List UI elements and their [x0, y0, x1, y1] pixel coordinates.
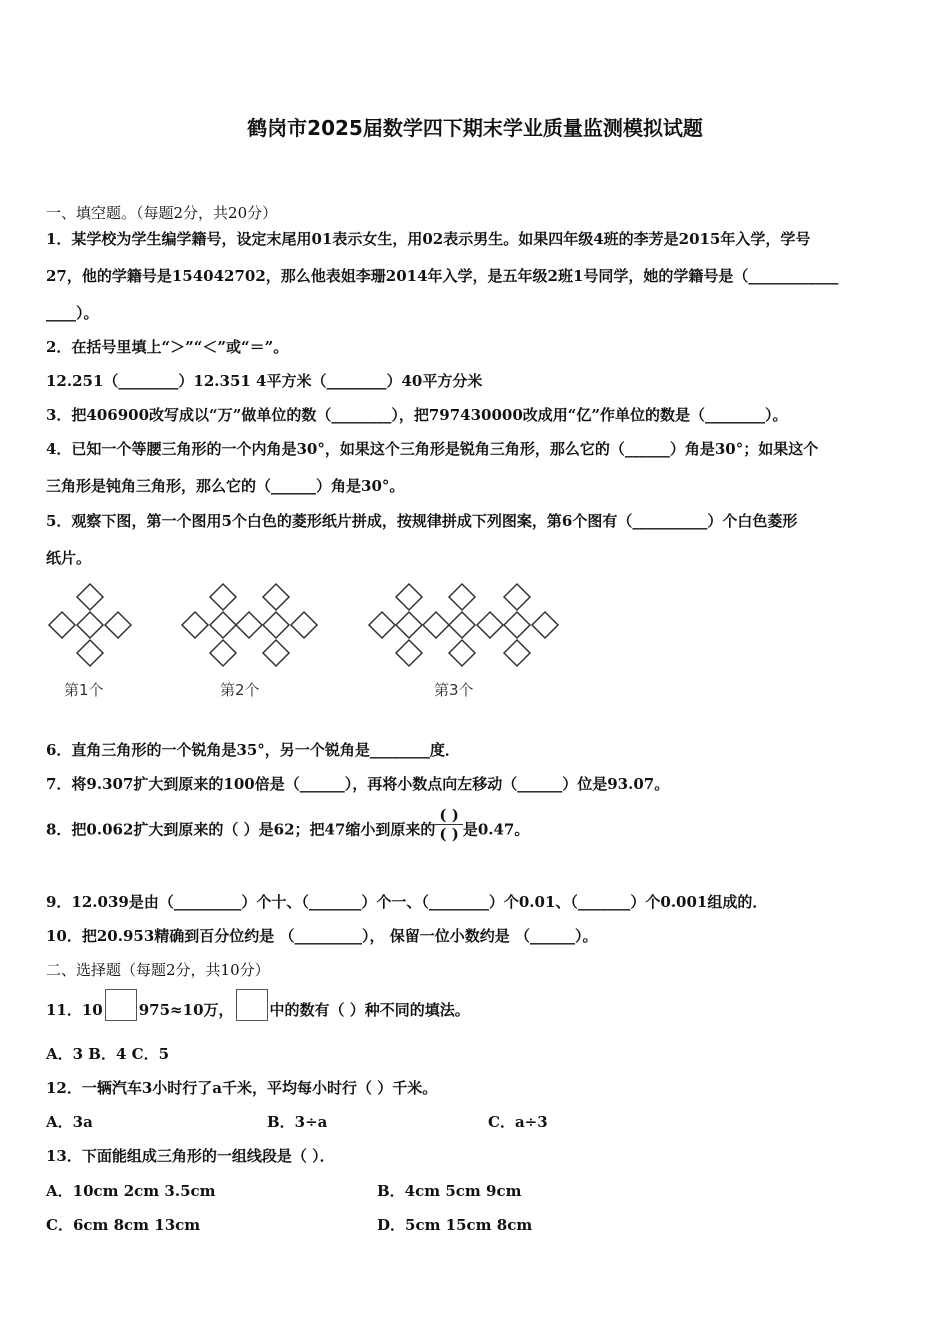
rhombus	[77, 584, 103, 610]
question-11-options: A．3 B．4 C．5	[46, 1045, 170, 1063]
rhombus	[532, 612, 558, 638]
rhombus	[369, 612, 395, 638]
rhombus	[477, 612, 503, 638]
question-4-line-2: 三角形是钝角三角形，那么它的（______）角是30°。	[46, 477, 405, 495]
blank-box	[236, 989, 268, 1021]
question-1-line-1: 1．某学校为学生编学籍号，设定末尾用01表示女生，用02表示男生。如果四年级4班的李芳是2015年入学，学号	[46, 230, 811, 248]
rhombus	[449, 612, 475, 638]
question-8-text-b: 是0.47。	[462, 820, 530, 839]
rhombus	[210, 612, 236, 638]
question-9: 9．12.039是由（_________）个十、（_______）个一、（________）个0.01、（_______）个0.001组成的．	[46, 893, 768, 911]
figure-label-3: 第3个	[434, 681, 474, 699]
question-8	[46, 806, 530, 849]
rhombus	[77, 640, 103, 666]
question-11-part-c: 中的数有（ ）种不同的填法。	[269, 1001, 470, 1019]
rhombus	[396, 584, 422, 610]
question-5-line-1: 5．观察下图，第一个图用5个白色的菱形纸片拼成，按规律拼成下列图案，第6个图有（__________）个白色菱形	[46, 512, 798, 530]
fraction-denominator: ( )	[439, 825, 459, 843]
question-13: 13．下面能组成三角形的一组线段是（ ）．	[46, 1147, 335, 1165]
blank-box	[105, 989, 137, 1021]
fraction	[435, 806, 462, 843]
rhombus	[263, 640, 289, 666]
rhombus	[105, 612, 131, 638]
rhombus	[449, 584, 475, 610]
rhombus	[504, 584, 530, 610]
fraction-numerator: ( )	[435, 806, 462, 825]
rhombus	[49, 612, 75, 638]
question-12: 12．一辆汽车3小时行了a千米，平均每小时行（ ）千米。	[46, 1079, 438, 1097]
rhombus	[423, 612, 449, 638]
rhombus	[210, 640, 236, 666]
question-13-option-a: A．10cm 2cm 3.5cm	[46, 1182, 216, 1200]
figure-label-1: 第1个	[64, 681, 104, 699]
rhombus	[396, 612, 422, 638]
question-2-items: 12.251（________）12.351 4平方米（________）40平方分米	[46, 372, 483, 390]
question-13-option-c: C．6cm 8cm 13cm	[46, 1216, 201, 1234]
question-8-text-a: 8．把0.062扩大到原来的（ ）是62；把47缩小到原来的	[46, 820, 436, 839]
question-2: 2．在括号里填上“＞”“＜”或“＝”。	[46, 338, 289, 356]
question-4-line-1: 4．已知一个等腰三角形的一个内角是30°，如果这个三角形是锐角三角形，那么它的（______）角是30°；如果这个	[46, 440, 819, 458]
question-12-option-c: C．a÷3	[488, 1113, 548, 1131]
rhombus	[449, 640, 475, 666]
question-7: 7．将9.307扩大到原来的100倍是（______），再将小数点向左移动（______）位是93.07。	[46, 775, 670, 793]
section-heading-choice: 二、选择题（每题2分，共10分）	[46, 961, 270, 979]
question-1-line-3: ____）。	[46, 304, 99, 322]
question-5-line-2: 纸片。	[46, 549, 92, 567]
question-13-option-b: B．4cm 5cm 9cm	[377, 1182, 522, 1200]
question-11-part-b: 975≈10万，	[138, 1001, 234, 1019]
question-6: 6．直角三角形的一个锐角是35°，另一个锐角是________度．	[46, 741, 460, 759]
rhombus	[396, 640, 422, 666]
question-11	[46, 995, 470, 1027]
question-12-option-b: B．3÷a	[267, 1113, 328, 1131]
rhombus	[77, 612, 103, 638]
rhombus	[210, 584, 236, 610]
rhombus	[263, 584, 289, 610]
question-12-option-a: A．3a	[46, 1113, 93, 1131]
rhombus-pattern-figure	[40, 578, 580, 708]
question-3: 3．把406900改写成以“万”做单位的数（________），把797430000改成用“亿”作单位的数是（________）。	[46, 406, 788, 424]
rhombus	[504, 612, 530, 638]
question-13-option-d: D．5cm 15cm 8cm	[377, 1216, 533, 1234]
question-1-line-2: 27，他的学籍号是154042702，那么他表姐李珊2014年入学，是五年级2班1号同学，她的学籍号是（____________	[46, 267, 839, 285]
question-11-part-a: 11．10	[46, 1001, 103, 1019]
rhombus	[182, 612, 208, 638]
rhombus	[263, 612, 289, 638]
rhombus	[236, 612, 262, 638]
page-title: 鹤岗市2025届数学四下期末学业质量监测模拟试题	[247, 116, 703, 140]
figure-label-2: 第2个	[220, 681, 260, 699]
section-heading-fill-blank: 一、填空题。（每题2分，共20分）	[46, 204, 278, 222]
rhombus	[291, 612, 317, 638]
rhombus	[504, 640, 530, 666]
question-10: 10．把20.953精确到百分位约是 （_________）， 保留一位小数约是 （______）。	[46, 927, 598, 945]
